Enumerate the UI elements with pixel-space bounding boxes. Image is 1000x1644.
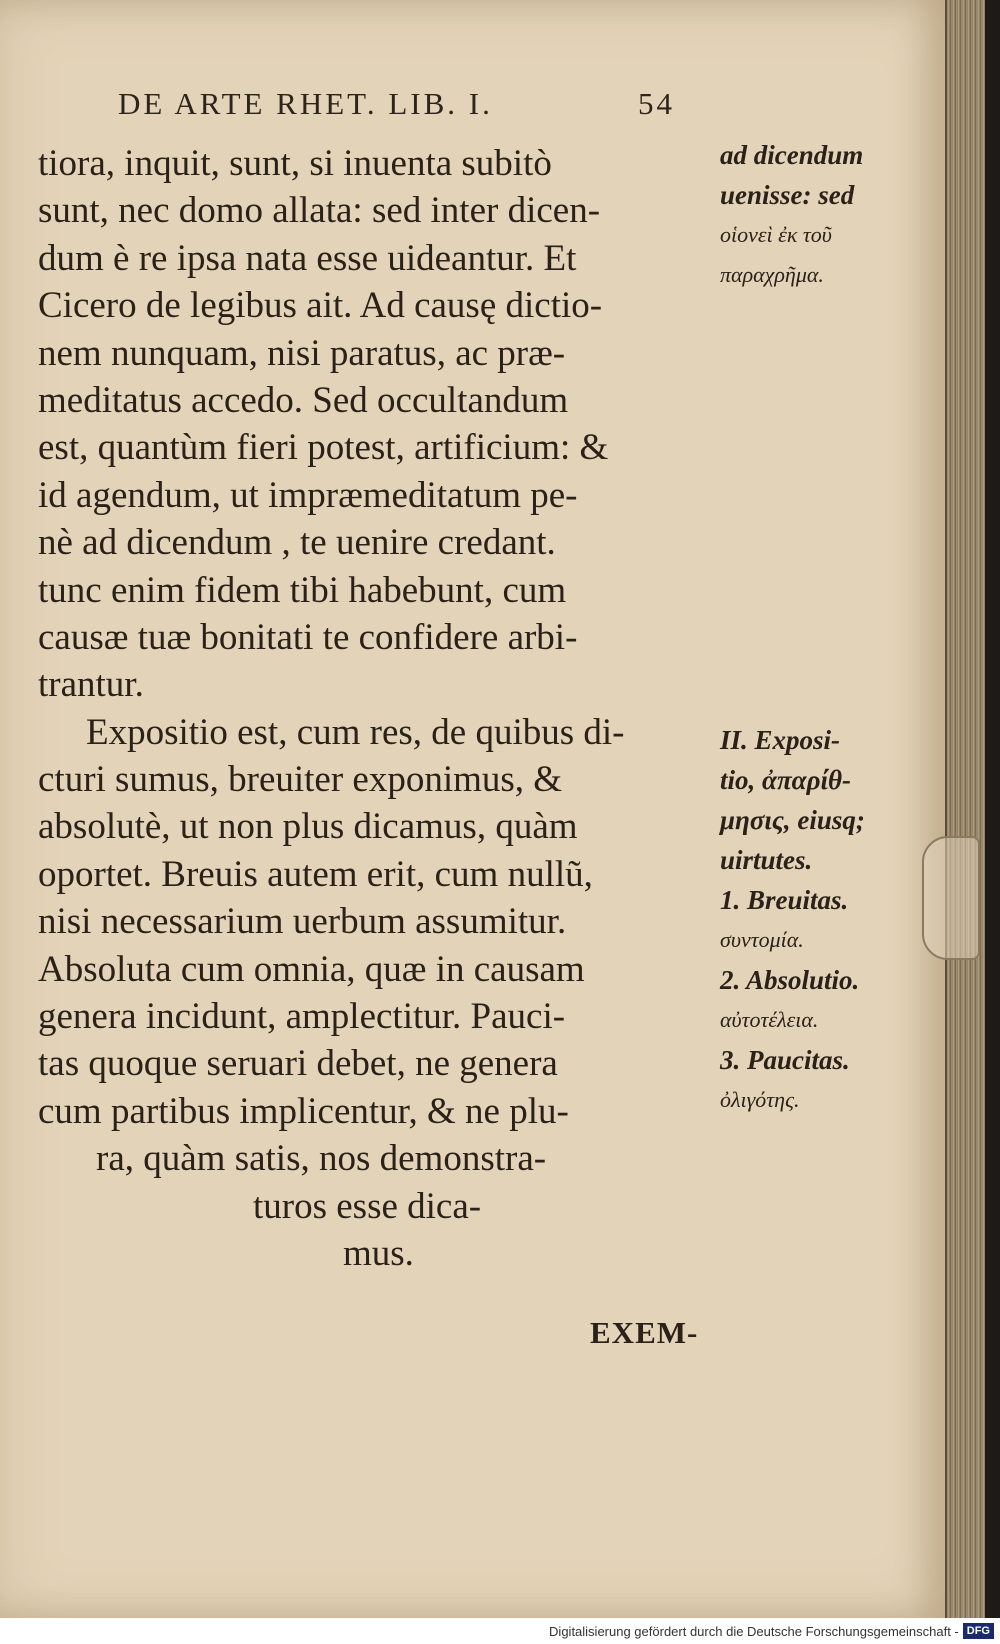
- text-line: causæ tuæ bonitati te confidere arbi-: [38, 616, 578, 658]
- text-line: cturi sumus, breuiter exponimus, &: [38, 759, 563, 801]
- running-head: [118, 82, 678, 126]
- text-line: meditatus accedo. Sed occultandum: [38, 379, 569, 421]
- margin-note: ad dicendum: [720, 140, 864, 170]
- text-line: Cicero de legibus ait. Ad causę dictio-: [38, 285, 603, 327]
- text-line: tas quoque seruari debet, ne genera: [38, 1043, 558, 1085]
- text-line: cum partibus implicentur, & ne plu-: [38, 1090, 569, 1132]
- dfg-logo: DFG: [963, 1623, 994, 1639]
- margin-note-greek: ὀλιγότης.: [720, 1087, 800, 1112]
- margin-note: II. Exposi-: [720, 725, 841, 755]
- text-line: tiora, inquit, sunt, si inuenta subitò: [38, 143, 552, 184]
- margin-notes-bottom: [720, 720, 920, 1120]
- text-line: mus.: [343, 1232, 414, 1274]
- text-line: dum è re ipsa nata esse uideantur. Et: [38, 237, 577, 279]
- margin-note-greek: αὐτοτέλεια.: [720, 1007, 819, 1032]
- margin-note-greek: οἱονεὶ ἐκ τοῦ: [720, 222, 832, 247]
- margin-notes-top: [720, 135, 920, 295]
- text-line: nè ad dicendum , te uenire credant.: [38, 522, 556, 564]
- footer-credit: [0, 1618, 1000, 1644]
- text-line: oportet. Breuis autem erit, cum nullũ,: [38, 853, 593, 895]
- main-text-block: [38, 140, 718, 1277]
- text-line: Expositio est, cum res, de quibus di-: [86, 711, 625, 753]
- text-line: genera incidunt, amplectitur. Pauci-: [38, 996, 566, 1038]
- margin-note: uirtutes.: [720, 845, 813, 875]
- book-cover-edge: [985, 0, 1000, 1618]
- text-line: tunc enim fidem tibi habebunt, cum: [38, 569, 567, 611]
- margin-note: μησις, eiusq;: [720, 805, 865, 835]
- margin-note-greek: παραχρῆμα.: [720, 262, 824, 287]
- text-line: sunt, nec domo allata: sed inter dicen-: [38, 190, 601, 232]
- page-tab-marker: [922, 836, 980, 960]
- margin-note: tio, ἀπαρίθ-: [720, 765, 852, 795]
- text-line: turos esse dica-: [253, 1185, 482, 1227]
- text-line: ra, quàm satis, nos demonstra-: [96, 1138, 547, 1180]
- text-line: Absoluta cum omnia, quæ in causam: [38, 948, 585, 990]
- margin-note: 2. Absolutio.: [720, 965, 860, 995]
- footer-credit-text: Digitalisierung gefördert durch die Deutsche Forschungsgemeinschaft -: [549, 1623, 959, 1639]
- margin-note: 1. Breuitas.: [720, 885, 849, 915]
- text-line: absolutè, ut non plus dicamus, quàm: [38, 806, 578, 848]
- text-line: est, quantùm fieri potest, artificium: &: [38, 427, 609, 469]
- catchword: EXEM-: [590, 1315, 699, 1350]
- margin-note: uenisse: sed: [720, 180, 855, 210]
- text-line: trantur.: [38, 664, 144, 706]
- text-line: id agendum, ut impræmeditatum pe-: [38, 474, 578, 516]
- page-number: 54: [638, 86, 675, 121]
- running-head-title: DE ARTE RHET. LIB. I.: [118, 86, 493, 121]
- margin-note-greek: συντομία.: [720, 927, 804, 952]
- margin-note: 3. Paucitas.: [720, 1045, 850, 1075]
- text-line: nisi necessarium uerbum assumitur.: [38, 901, 567, 943]
- text-line: nem nunquam, nisi paratus, ac præ-: [38, 332, 566, 374]
- page-edges: [945, 0, 987, 1618]
